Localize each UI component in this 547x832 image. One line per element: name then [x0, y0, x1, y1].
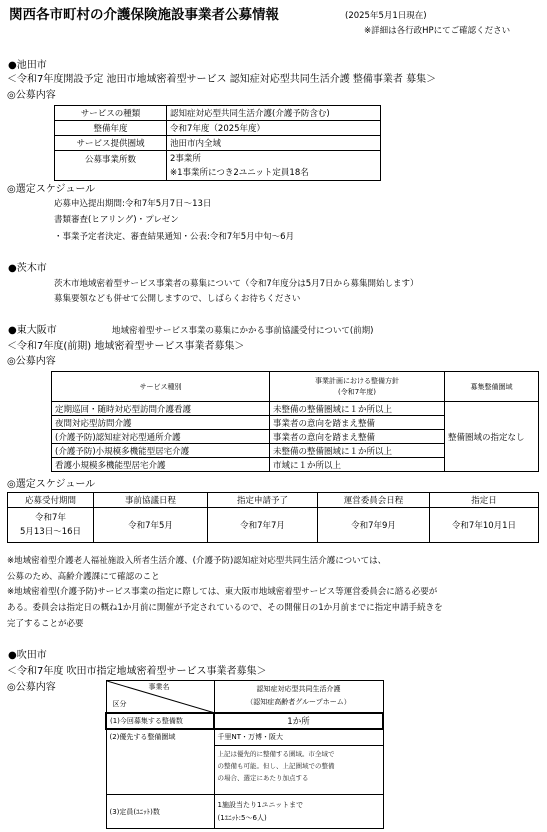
table-row: [55, 121, 381, 136]
schedule-header: 指定申請予了: [208, 493, 318, 508]
r3-value-cell: [214, 795, 383, 829]
higashiosaka-note-4: ある。委員会は指定日の概ね1か月前に開催が予定されているので、その開催日の1か月前までに指定申請手続きを: [7, 603, 443, 613]
ikeda-subtitle: ＜令和7年度開設予定 池田市地域密着型サービス 認知症対応型共同生活介護 整備事業者 募集＞: [7, 74, 437, 85]
col-header-service-type: サービス種別: [52, 372, 270, 402]
ibaraki-line-2: 募集要領なども併せて公開しますので、しばらくお待ちください: [54, 294, 301, 304]
corner-top-label: 事業名: [148, 683, 170, 691]
higashiosaka-schedule-label: ◎選定スケジュール: [7, 479, 96, 490]
service-type-cell: (介護予防)認知症対応型通所介護: [52, 430, 270, 444]
ikeda-schedule-label: ◎選定スケジュール: [7, 184, 96, 195]
table-row: [52, 402, 539, 416]
table-row: [55, 151, 381, 181]
ikeda-label-year: 整備年度: [55, 121, 167, 136]
r2-value-cell: [214, 729, 383, 795]
ikeda-table: [54, 105, 381, 181]
table-row: [106, 713, 383, 729]
table-row: [8, 493, 539, 508]
service-type-cell: 看護小規模多機能型居宅介護: [52, 458, 270, 472]
ikeda-value-area: 池田市内全域: [167, 136, 381, 151]
ibaraki-line-1: 茨木市地域密着型サービス事業者の募集について（令和7年度分は5月7日から募集開始します）: [54, 279, 419, 289]
corner-cell: [106, 681, 214, 713]
higashiosaka-note-2: 公募のため、高齢介護課にて確認のこと: [7, 572, 160, 582]
col-header-policy-sub: (令和7年度): [338, 387, 376, 396]
higashiosaka-heading-note: 地域密着型サービス事業の募集にかかる事前協議受付について(前期): [112, 326, 374, 336]
suita-heading: ●吹田市: [8, 650, 47, 661]
service-type-cell: 定期巡回・随時対応型訪問介護看護: [52, 402, 270, 416]
ikeda-value-year: 令和7年度（2025年度）: [167, 121, 381, 136]
r1-value: 1か所: [214, 713, 383, 729]
r1-label: (1)今回募集する整備数: [106, 713, 214, 729]
ikeda-label-count: 公募事業所数: [55, 151, 167, 181]
corner-bottom-label: 区分: [112, 700, 127, 708]
higashiosaka-note-1: ※地域密着型介護老人福祉施設入所者生活介護、(介護予防)認知症対応型共同生活介護については、: [7, 556, 387, 566]
page-title: 関西各市町村の介護保険施設事業者公募情報: [9, 7, 279, 23]
ikeda-schedule-3: ・事業予定者決定、審査結果通知・公表:令和7年5月中旬～6月: [54, 232, 295, 242]
table-row: [106, 795, 383, 829]
policy-cell: 未整備の整備圏域に１か所以上: [270, 444, 445, 458]
schedule-value: 令和7年9月: [318, 508, 430, 543]
table-row: [106, 681, 383, 713]
schedule-value: 令和7年7月: [208, 508, 318, 543]
higashiosaka-note-5: 完了することが必要: [7, 619, 84, 629]
col-header-policy-main: 事業計画における整備方針: [315, 376, 399, 385]
higashiosaka-content-label: ◎公募内容: [7, 356, 56, 367]
schedule-header: 応募受付期間: [8, 493, 94, 508]
suita-table: [105, 680, 384, 829]
schedule-period-cell: [8, 508, 94, 543]
service-header-cell: [214, 681, 383, 713]
area-cell: 整備圏域の指定なし: [445, 402, 539, 472]
schedule-period-year: 令和7年: [35, 513, 66, 523]
ikeda-heading: ●池田市: [8, 60, 47, 71]
ikeda-value-service-type: 認知症対応型共同生活介護(介護予防含む): [167, 106, 381, 121]
r2-note-1: 上記は優先的に整備する圏域。市全域で: [217, 749, 335, 758]
higashiosaka-service-table: [51, 371, 539, 472]
table-row: [55, 106, 381, 121]
r2-note-2: の整備も可能。但し、上記圏域での整備: [217, 761, 335, 770]
higashiosaka-subtitle: ＜令和7年度(前期) 地域密着型サービス事業者募集＞: [7, 341, 245, 352]
col-header-policy: [270, 372, 445, 402]
higashiosaka-heading: ●東大阪市: [8, 325, 57, 336]
schedule-period-days: 5月13日～16日: [19, 527, 82, 537]
r2-note-3: の場合、選定にあたり加点する: [217, 773, 309, 782]
r2-note: [215, 745, 383, 784]
schedule-header: 事前協議日程: [94, 493, 208, 508]
higashiosaka-note-3: ※地域密着型(介護予防)サービス事業の指定に際しては、東大阪市地域密着型サービス等運営委員会に諮る必要が: [7, 587, 438, 597]
ikeda-count-value: 2事業所: [170, 153, 201, 164]
schedule-header: 運営委員会日程: [318, 493, 430, 508]
higashiosaka-schedule-table: [7, 492, 539, 543]
table-row: [8, 508, 539, 543]
col-header-area: 募集整備圏域: [445, 372, 539, 402]
r3-value-2: (1ﾕﾆｯﾄ:5～6人): [217, 813, 267, 822]
service-header-line-1: 認知症対応型共同生活介護: [256, 685, 341, 694]
ikeda-content-label: ◎公募内容: [7, 90, 56, 101]
policy-cell: 市域に１か所以上: [270, 458, 445, 472]
as-of-date: (2025年5月1日現在): [345, 11, 427, 21]
ikeda-label-area: サービス提供圏域: [55, 136, 167, 151]
schedule-value: 令和7年10月1日: [430, 508, 539, 543]
service-type-cell: 夜間対応型訪問介護: [52, 416, 270, 430]
policy-cell: 未整備の整備圏域に１か所以上: [270, 402, 445, 416]
r2-label: (2)優先する整備圏域: [106, 729, 214, 795]
policy-cell: 事業者の意向を踏まえ整備: [270, 416, 445, 430]
ikeda-schedule-1: 応募申込提出期間:令和7年5月7日～13日: [54, 199, 212, 209]
schedule-value: 令和7年5月: [94, 508, 208, 543]
table-row: [55, 136, 381, 151]
service-type-cell: (介護予防)小規模多機能型居宅介護: [52, 444, 270, 458]
table-row: [106, 729, 383, 795]
policy-cell: 事業者の意向を踏まえ整備: [270, 430, 445, 444]
table-row: [52, 372, 539, 402]
ibaraki-heading: ●茨木市: [8, 263, 47, 274]
ikeda-count-note: ※1事業所につき2ユニット定員18名: [170, 167, 309, 178]
r2-value: 千里NT・万博・阪大: [217, 732, 284, 741]
service-header-line-2: （認知症高齢者グループホーム）: [246, 698, 351, 707]
ikeda-label-service-type: サービスの種類: [55, 106, 167, 121]
header-note: ※詳細は各行政HPにてご確認ください: [364, 26, 511, 36]
schedule-header: 指定日: [430, 493, 539, 508]
r3-value-1: 1施設当たり1ユニットまで: [217, 800, 304, 809]
r3-label: (3)定員(ﾕﾆｯﾄ)数: [106, 795, 214, 829]
suita-content-label: ◎公募内容: [7, 682, 56, 693]
ikeda-value-count: [167, 151, 381, 181]
ikeda-schedule-2: 書類審査(ヒアリング)・プレゼン: [54, 215, 179, 225]
suita-subtitle: ＜令和7年度 吹田市指定地域密着型サービス事業者募集＞: [7, 666, 267, 677]
